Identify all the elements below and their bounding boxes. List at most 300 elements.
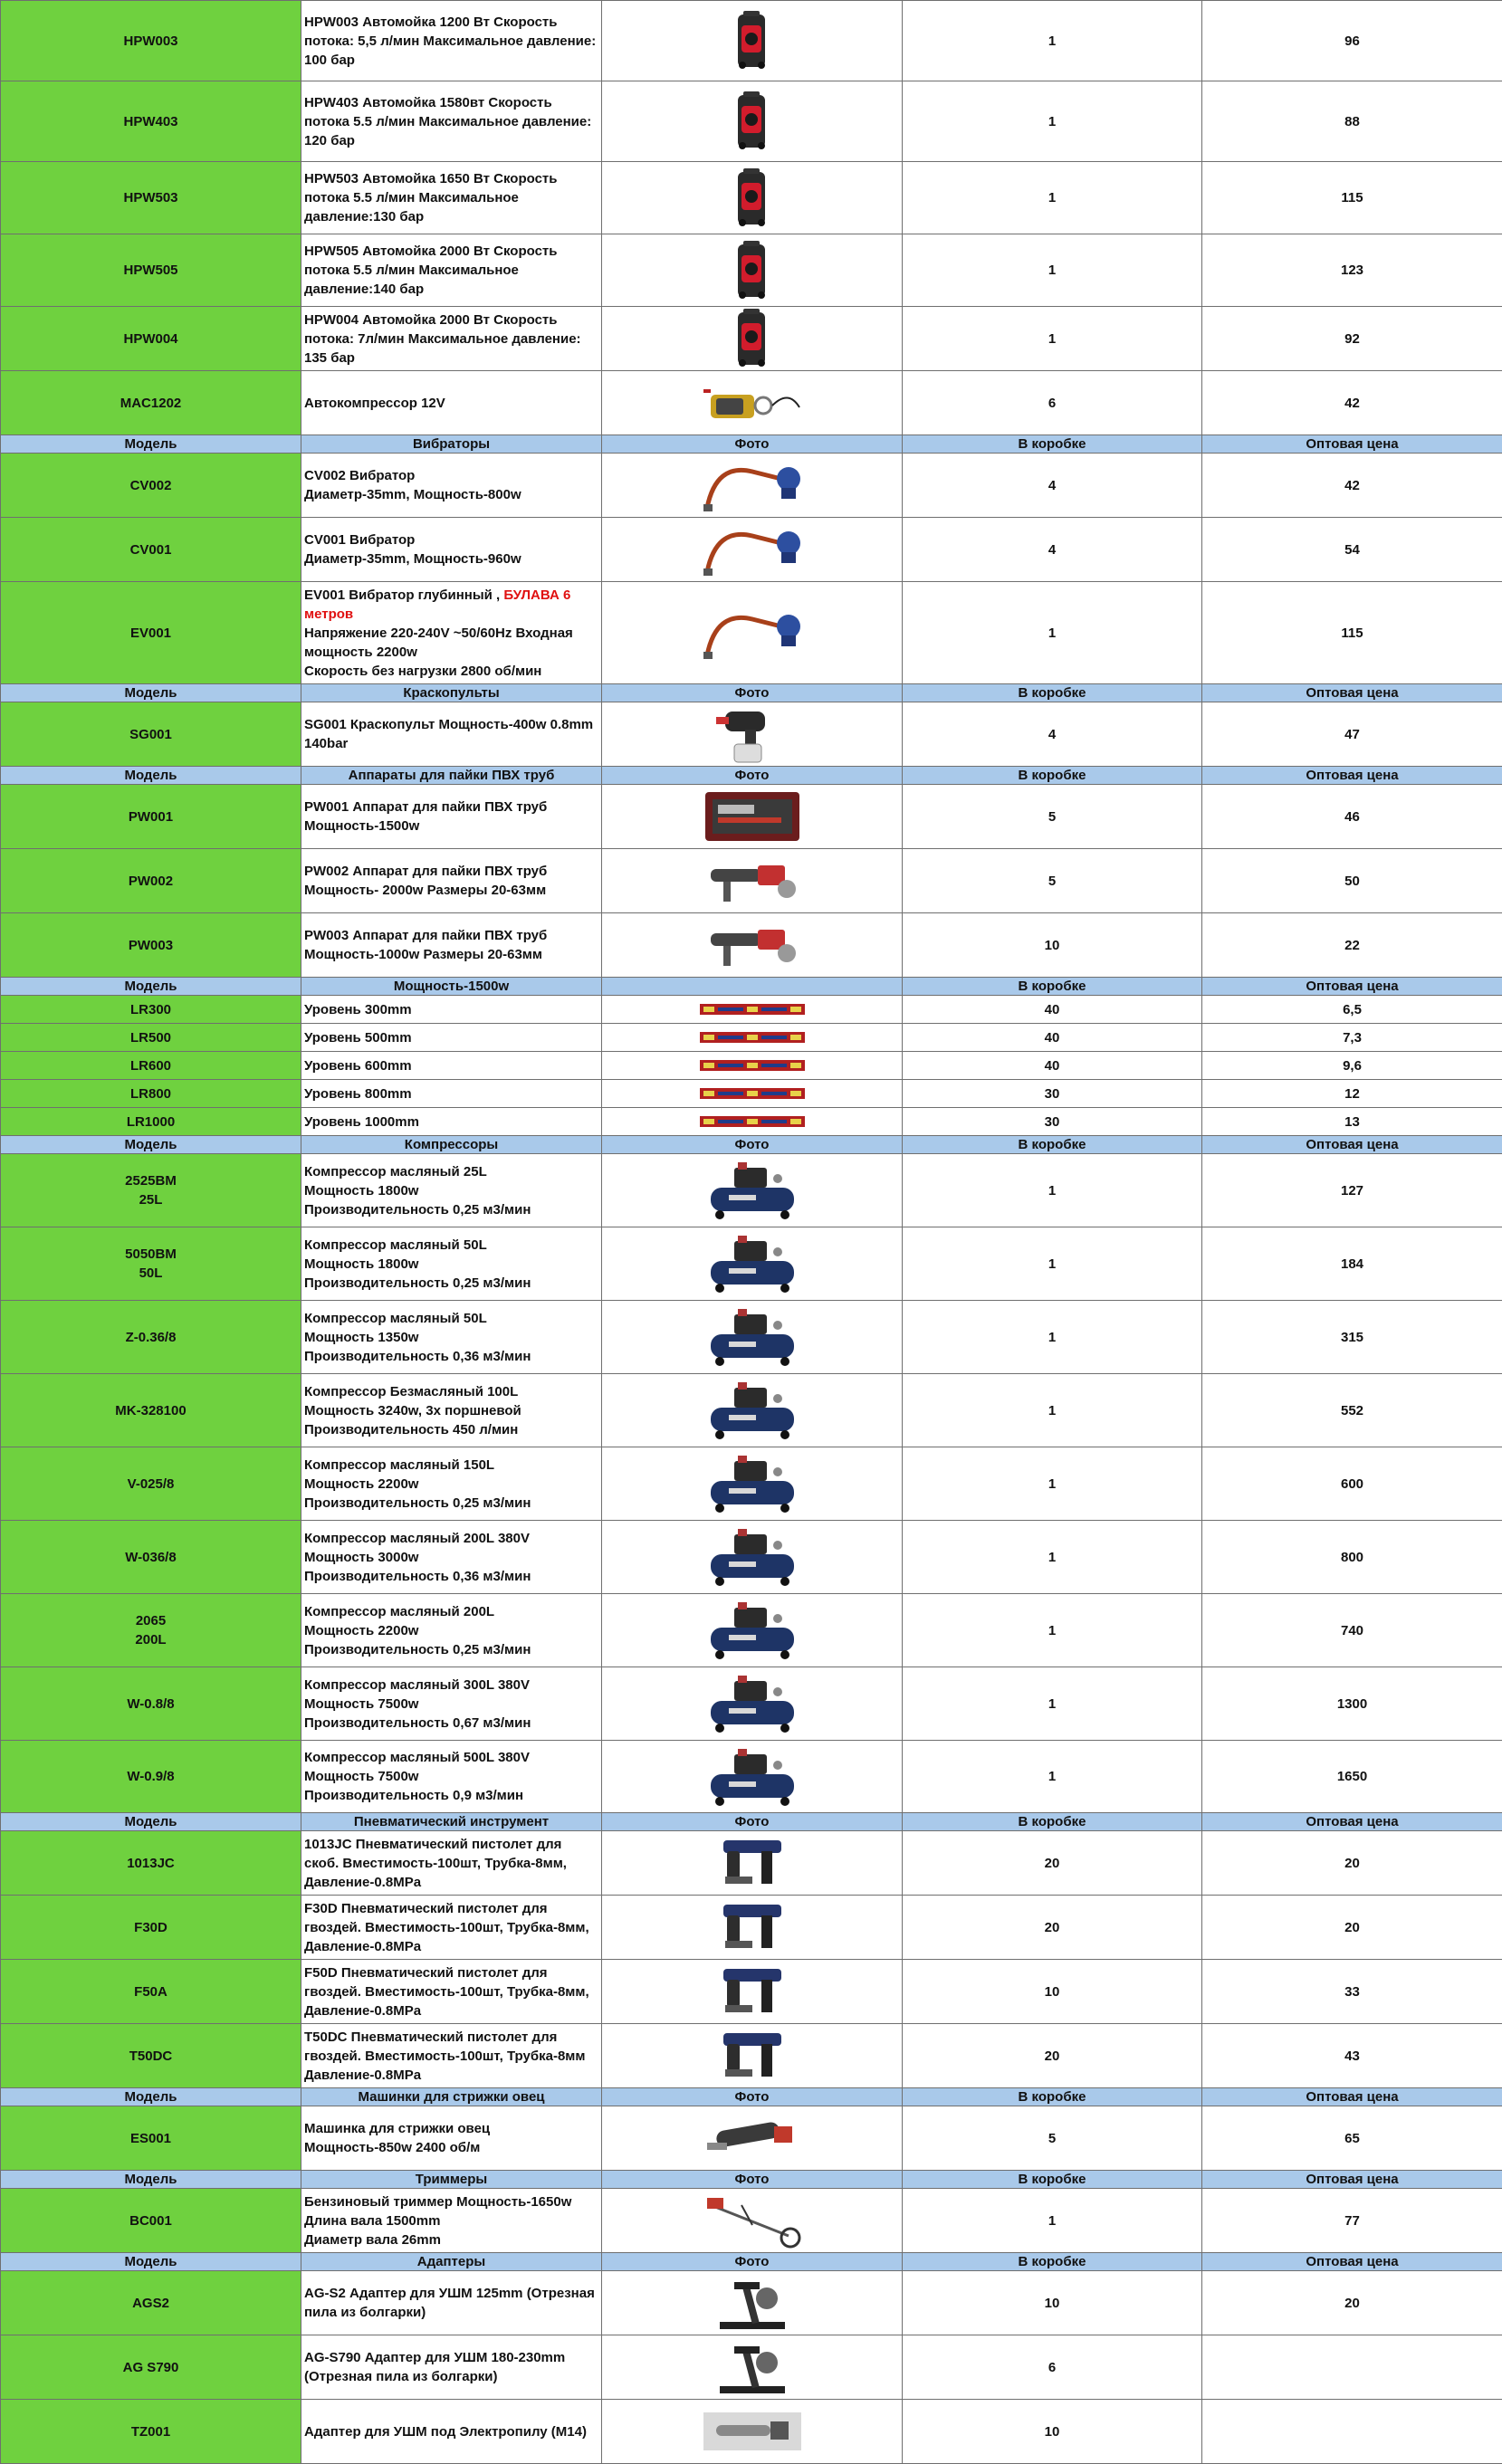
wholesale-price-value: 115 xyxy=(1341,190,1363,205)
product-code-line: 1013JC xyxy=(4,1854,298,1873)
product-photo xyxy=(602,1594,903,1667)
product-row xyxy=(1,371,1502,435)
box-quantity xyxy=(903,1374,1202,1447)
product-photo xyxy=(602,1896,903,1960)
column-header-photo xyxy=(602,1136,903,1154)
wholesale-price-value: 50 xyxy=(1344,874,1360,889)
product-code-line: F50A xyxy=(4,1982,298,2001)
product-code xyxy=(1,371,301,435)
box-quantity-value: 1 xyxy=(1048,2213,1056,2229)
box-quantity xyxy=(903,2106,1202,2171)
box-quantity-value: 5 xyxy=(1048,809,1056,825)
section-title-label: Пневматический инструмент xyxy=(354,1814,549,1829)
product-code-line: LR300 xyxy=(4,1000,298,1019)
product-code xyxy=(1,2106,301,2171)
product-code-line: T50DC xyxy=(4,2047,298,2066)
column-header-model xyxy=(1,978,301,996)
box-quantity xyxy=(903,1831,1202,1896)
header-price-label: Оптовая цена xyxy=(1306,685,1398,701)
product-description xyxy=(301,1154,602,1227)
column-header-box xyxy=(903,2171,1202,2189)
box-quantity-value: 10 xyxy=(1045,1984,1060,2000)
box-quantity-value: 1 xyxy=(1048,263,1056,278)
product-description xyxy=(301,1301,602,1374)
product-code-line: PW001 xyxy=(4,807,298,826)
description-highlight: БУЛАВА 6 метров xyxy=(304,587,570,622)
box-quantity xyxy=(903,371,1202,435)
description-line: HPW403 Автомойка 1580вт Скорость потока 5.5 л/мин Максимальное давление: 120 бар xyxy=(304,93,598,150)
header-box-label: В коробке xyxy=(1019,1137,1086,1152)
description-line: Мощность 1800w xyxy=(304,1181,598,1200)
product-photo xyxy=(602,371,903,435)
product-description xyxy=(301,1374,602,1447)
air-compressor-icon xyxy=(605,1379,899,1442)
description-line: Диаметр-35mm, Мощность-960w xyxy=(304,549,598,568)
vibrator-icon xyxy=(605,601,899,664)
wholesale-price xyxy=(1202,702,1502,767)
description-line: Уровень 800mm xyxy=(304,1084,598,1103)
header-box-label: В коробке xyxy=(1019,2089,1086,2105)
box-quantity xyxy=(903,518,1202,582)
description-line: Компрессор Безмасляный 100L xyxy=(304,1382,598,1401)
pressure-washer-icon xyxy=(605,239,899,302)
wholesale-price-value: 552 xyxy=(1341,1403,1363,1418)
box-quantity xyxy=(903,1052,1202,1080)
product-code-line: LR500 xyxy=(4,1028,298,1047)
product-photo xyxy=(602,162,903,234)
product-row xyxy=(1,849,1502,913)
trimmer-icon xyxy=(605,2189,899,2252)
product-code xyxy=(1,1024,301,1052)
product-code-line: 200L xyxy=(4,1630,298,1649)
product-code-line: AG S790 xyxy=(4,2358,298,2377)
header-price-label: Оптовая цена xyxy=(1306,1137,1398,1152)
column-header-model xyxy=(1,1813,301,1831)
wholesale-price xyxy=(1202,2106,1502,2171)
wholesale-price xyxy=(1202,1447,1502,1521)
pipe-welder-icon xyxy=(605,913,899,977)
product-row xyxy=(1,1154,1502,1227)
section-header-row xyxy=(1,2171,1502,2189)
wholesale-price xyxy=(1202,913,1502,978)
box-quantity-value: 10 xyxy=(1045,938,1060,953)
box-quantity xyxy=(903,702,1202,767)
header-price-label: Оптовая цена xyxy=(1306,1814,1398,1829)
section-title xyxy=(301,978,602,996)
product-description xyxy=(301,1521,602,1594)
pressure-washer-icon xyxy=(605,307,899,370)
wholesale-price xyxy=(1202,2271,1502,2335)
product-code-line: HPW503 xyxy=(4,188,298,207)
product-photo xyxy=(602,1227,903,1301)
description-line: Уровень 1000mm xyxy=(304,1113,598,1132)
product-code xyxy=(1,849,301,913)
wholesale-price-value: 184 xyxy=(1341,1256,1363,1272)
column-header-box xyxy=(903,435,1202,454)
box-quantity-value: 30 xyxy=(1045,1086,1060,1102)
product-row xyxy=(1,162,1502,234)
column-header-box xyxy=(903,978,1202,996)
wholesale-price xyxy=(1202,81,1502,162)
product-description xyxy=(301,518,602,582)
product-code-line: LR1000 xyxy=(4,1113,298,1132)
product-description xyxy=(301,234,602,307)
box-quantity xyxy=(903,454,1202,518)
product-code xyxy=(1,1227,301,1301)
header-photo-label: Фото xyxy=(735,2089,770,2105)
column-header-price xyxy=(1202,2171,1502,2189)
wholesale-price xyxy=(1202,1896,1502,1960)
product-description xyxy=(301,1447,602,1521)
product-code xyxy=(1,1,301,81)
box-quantity xyxy=(903,1024,1202,1052)
product-row xyxy=(1,2335,1502,2400)
wholesale-price xyxy=(1202,785,1502,849)
box-quantity-value: 1 xyxy=(1048,1696,1056,1712)
description-line: CV001 Вибратор xyxy=(304,530,598,549)
wholesale-price xyxy=(1202,1080,1502,1108)
column-header-model xyxy=(1,2253,301,2271)
box-quantity-value: 20 xyxy=(1045,1920,1060,1935)
box-quantity-value: 4 xyxy=(1048,542,1056,558)
column-header-box xyxy=(903,684,1202,702)
description-line: HPW004 Автомойка 2000 Вт Скорость потока: 7л/мин Максимальное давление: 135 бар xyxy=(304,310,598,368)
product-row xyxy=(1,234,1502,307)
product-row xyxy=(1,582,1502,684)
product-description xyxy=(301,162,602,234)
box-quantity-value: 10 xyxy=(1045,2296,1060,2311)
section-header-row xyxy=(1,978,1502,996)
product-code-line: MAC1202 xyxy=(4,394,298,413)
product-code-line: CV001 xyxy=(4,540,298,559)
air-compressor-icon xyxy=(605,1672,899,1735)
product-code-line: 5050BM xyxy=(4,1245,298,1264)
product-photo xyxy=(602,849,903,913)
section-header-row xyxy=(1,767,1502,785)
wholesale-price-value: 7,3 xyxy=(1343,1030,1362,1046)
column-header-box xyxy=(903,2253,1202,2271)
product-description xyxy=(301,1741,602,1813)
pipe-welder-icon xyxy=(605,849,899,912)
product-row xyxy=(1,1374,1502,1447)
box-quantity xyxy=(903,2400,1202,2464)
wholesale-price xyxy=(1202,1831,1502,1896)
product-description xyxy=(301,1227,602,1301)
description-line: Мощность 7500w xyxy=(304,1695,598,1714)
column-header-photo xyxy=(602,684,903,702)
box-quantity xyxy=(903,785,1202,849)
product-code-line: LR800 xyxy=(4,1084,298,1103)
wholesale-price-value: 22 xyxy=(1344,938,1360,953)
description-line: Компрессор масляный 150L xyxy=(304,1456,598,1475)
product-photo xyxy=(602,1447,903,1521)
box-quantity-value: 1 xyxy=(1048,626,1056,641)
product-photo xyxy=(602,1667,903,1741)
product-row xyxy=(1,913,1502,978)
description-line: Мощность 3000w xyxy=(304,1548,598,1567)
header-box-label: В коробке xyxy=(1019,768,1086,783)
product-row xyxy=(1,2271,1502,2335)
description-line: Производительность 0,25 м3/мин xyxy=(304,1494,598,1513)
wholesale-price xyxy=(1202,1374,1502,1447)
description-line: Напряжение 220-240V ~50/60Hz Входная мощность 2200w xyxy=(304,624,598,662)
product-code xyxy=(1,1301,301,1374)
product-description xyxy=(301,582,602,684)
wholesale-price xyxy=(1202,1024,1502,1052)
header-price-label: Оптовая цена xyxy=(1306,768,1398,783)
box-quantity-value: 1 xyxy=(1048,1330,1056,1345)
box-quantity xyxy=(903,1667,1202,1741)
product-photo xyxy=(602,702,903,767)
section-title xyxy=(301,435,602,454)
spirit-level-icon xyxy=(605,1031,899,1044)
description-line: PW002 Аппарат для пайки ПВХ труб xyxy=(304,862,598,881)
description-line: Мощность 7500w xyxy=(304,1767,598,1786)
product-description xyxy=(301,1594,602,1667)
wholesale-price xyxy=(1202,1667,1502,1741)
box-quantity-value: 20 xyxy=(1045,1856,1060,1871)
product-row xyxy=(1,1108,1502,1136)
nail-gun-icon xyxy=(605,1960,899,2023)
product-code xyxy=(1,2189,301,2253)
description-line: Мощность- 2000w Размеры 20-63мм xyxy=(304,881,598,900)
product-photo xyxy=(602,2106,903,2171)
description-line: 1013JC Пневматический пистолет для скоб. Вместимость-100шт, Трубка-8мм, Давление-0.8MPa xyxy=(304,1835,598,1892)
product-description xyxy=(301,1896,602,1960)
wholesale-price-value: 20 xyxy=(1344,1920,1360,1935)
wholesale-price-value: 740 xyxy=(1341,1623,1363,1638)
product-photo xyxy=(602,234,903,307)
description-line: Скорость без нагрузки 2800 об/мин xyxy=(304,662,598,681)
nail-gun-icon xyxy=(605,1831,899,1895)
product-row xyxy=(1,996,1502,1024)
header-model-label: Модель xyxy=(124,1137,177,1152)
product-row xyxy=(1,518,1502,582)
description-line: Компрессор масляный 50L xyxy=(304,1309,598,1328)
product-photo xyxy=(602,1831,903,1896)
product-photo xyxy=(602,1052,903,1080)
box-quantity xyxy=(903,1960,1202,2024)
column-header-model xyxy=(1,2171,301,2189)
wholesale-price-value: 1650 xyxy=(1337,1769,1367,1784)
wholesale-price xyxy=(1202,582,1502,684)
product-code-line: HPW003 xyxy=(4,32,298,51)
spirit-level-icon xyxy=(605,1003,899,1016)
column-header-model xyxy=(1,684,301,702)
column-header-model xyxy=(1,1136,301,1154)
wholesale-price-value: 800 xyxy=(1341,1550,1363,1565)
product-code xyxy=(1,2271,301,2335)
product-row xyxy=(1,1052,1502,1080)
wholesale-price-value: 92 xyxy=(1344,331,1360,347)
column-header-price xyxy=(1202,435,1502,454)
section-header-row xyxy=(1,435,1502,454)
price-list-body xyxy=(1,1,1502,2464)
description-line: Мощность 2200w xyxy=(304,1475,598,1494)
product-description xyxy=(301,371,602,435)
box-quantity-value: 6 xyxy=(1048,396,1056,411)
column-header-price xyxy=(1202,1813,1502,1831)
wholesale-price-value: 12 xyxy=(1344,1086,1360,1102)
description-line: Автокомпрессор 12V xyxy=(304,394,598,413)
product-description xyxy=(301,2024,602,2088)
wholesale-price-value: 42 xyxy=(1344,396,1360,411)
wholesale-price-value: 65 xyxy=(1344,2131,1360,2146)
description-line: Компрессор масляный 300L 380V xyxy=(304,1676,598,1695)
column-header-photo xyxy=(602,1813,903,1831)
column-header-photo xyxy=(602,2088,903,2106)
description-line: Диаметр-35mm, Мощность-800w xyxy=(304,485,598,504)
product-code-line: 2065 xyxy=(4,1611,298,1630)
product-row xyxy=(1,1447,1502,1521)
description-line: Диаметр вала 26mm xyxy=(304,2230,598,2249)
grinder-stand-icon xyxy=(605,2335,899,2399)
description-line: Бензиновый триммер Мощность-1650w xyxy=(304,2192,598,2211)
wholesale-price xyxy=(1202,1741,1502,1813)
description-line: Производительность 0,36 м3/мин xyxy=(304,1347,598,1366)
wholesale-price-value: 20 xyxy=(1344,2296,1360,2311)
section-title-label: Мощность-1500w xyxy=(394,979,509,994)
product-photo xyxy=(602,1960,903,2024)
product-code xyxy=(1,582,301,684)
wholesale-price xyxy=(1202,162,1502,234)
product-description xyxy=(301,913,602,978)
product-photo xyxy=(602,2271,903,2335)
header-photo-label: Фото xyxy=(735,2254,770,2269)
product-code xyxy=(1,1154,301,1227)
description-line: Мощность 2200w xyxy=(304,1621,598,1640)
wholesale-price-value: 47 xyxy=(1344,727,1360,742)
product-description xyxy=(301,2271,602,2335)
product-photo xyxy=(602,2400,903,2464)
box-quantity xyxy=(903,1741,1202,1813)
product-code xyxy=(1,234,301,307)
product-photo xyxy=(602,2189,903,2253)
header-box-label: В коробке xyxy=(1019,685,1086,701)
product-code xyxy=(1,2335,301,2400)
description-line: Производительность 0,67 м3/мин xyxy=(304,1714,598,1733)
product-row xyxy=(1,1521,1502,1594)
header-model-label: Модель xyxy=(124,685,177,701)
section-header-row xyxy=(1,1136,1502,1154)
description-line: AG-S2 Адаптер для УШМ 125mm (Отрезная пила из болгарки) xyxy=(304,2284,598,2322)
description-line: Длина вала 1500mm xyxy=(304,2211,598,2230)
column-header-price xyxy=(1202,1136,1502,1154)
wholesale-price xyxy=(1202,307,1502,371)
box-quantity-value: 6 xyxy=(1048,2360,1056,2375)
box-quantity xyxy=(903,582,1202,684)
product-photo xyxy=(602,307,903,371)
product-row xyxy=(1,1,1502,81)
column-header-model xyxy=(1,435,301,454)
box-quantity xyxy=(903,2271,1202,2335)
pipe-welder-case-icon xyxy=(605,785,899,848)
nail-gun-icon xyxy=(605,2024,899,2087)
product-description xyxy=(301,702,602,767)
section-title-label: Триммеры xyxy=(416,2172,487,2187)
air-compressor-icon xyxy=(605,1599,899,1662)
description-line: Производительность 450 л/мин xyxy=(304,1420,598,1439)
wholesale-price-value: 33 xyxy=(1344,1984,1360,2000)
product-description xyxy=(301,1108,602,1136)
product-description xyxy=(301,454,602,518)
product-row xyxy=(1,1594,1502,1667)
pressure-washer-icon xyxy=(605,90,899,153)
wholesale-price xyxy=(1202,1594,1502,1667)
header-model-label: Модель xyxy=(124,2172,177,2187)
header-box-label: В коробке xyxy=(1019,2172,1086,2187)
description-line: Компрессор масляный 25L xyxy=(304,1162,598,1181)
product-photo xyxy=(602,1741,903,1813)
box-quantity xyxy=(903,849,1202,913)
product-description xyxy=(301,849,602,913)
wholesale-price xyxy=(1202,1,1502,81)
wholesale-price xyxy=(1202,1154,1502,1227)
chainsaw-adapter-icon xyxy=(605,2400,899,2463)
description-line: Мощность 1350w xyxy=(304,1328,598,1347)
product-description xyxy=(301,1,602,81)
wholesale-price xyxy=(1202,518,1502,582)
header-price-label: Оптовая цена xyxy=(1306,2254,1398,2269)
product-code xyxy=(1,162,301,234)
product-code xyxy=(1,996,301,1024)
description-line: T50DC Пневматический пистолет для гвоздей. Вместимость-100шт, Трубка-8мм Давление-0.8MPa xyxy=(304,2028,598,2085)
product-row xyxy=(1,2400,1502,2464)
section-title-label: Аппараты для пайки ПВХ труб xyxy=(349,768,555,783)
box-quantity xyxy=(903,162,1202,234)
column-header-price xyxy=(1202,767,1502,785)
header-model-label: Модель xyxy=(124,979,177,994)
header-photo-label: Фото xyxy=(735,685,770,701)
box-quantity xyxy=(903,913,1202,978)
header-model-label: Модель xyxy=(124,436,177,452)
box-quantity-value: 40 xyxy=(1045,1030,1060,1046)
box-quantity-value: 40 xyxy=(1045,1058,1060,1074)
wholesale-price xyxy=(1202,1108,1502,1136)
description-line: HPW505 Автомойка 2000 Вт Скорость потока 5.5 л/мин Максимальное давление:140 бар xyxy=(304,242,598,299)
header-box-label: В коробке xyxy=(1019,2254,1086,2269)
header-price-label: Оптовая цена xyxy=(1306,2089,1398,2105)
product-code-line: W-0.8/8 xyxy=(4,1695,298,1714)
wholesale-price-value: 600 xyxy=(1341,1476,1363,1492)
spirit-level-icon xyxy=(605,1115,899,1128)
header-price-label: Оптовая цена xyxy=(1306,2172,1398,2187)
section-title xyxy=(301,2088,602,2106)
header-price-label: Оптовая цена xyxy=(1306,436,1398,452)
product-code xyxy=(1,1521,301,1594)
product-code xyxy=(1,913,301,978)
product-row xyxy=(1,785,1502,849)
wholesale-price-value: 127 xyxy=(1341,1183,1363,1199)
wholesale-price xyxy=(1202,849,1502,913)
description-line: Производительность 0,25 м3/мин xyxy=(304,1640,598,1659)
product-code-line: Z-0.36/8 xyxy=(4,1328,298,1347)
product-description xyxy=(301,2400,602,2464)
box-quantity xyxy=(903,2024,1202,2088)
description-line: Мощность-1500w xyxy=(304,817,598,836)
product-description xyxy=(301,1667,602,1741)
section-header-row xyxy=(1,684,1502,702)
product-code xyxy=(1,1447,301,1521)
product-photo xyxy=(602,582,903,684)
description-line: F30D Пневматический пистолет для гвоздей. Вместимость-100шт, Трубка-8мм, Давление-0.8MPa xyxy=(304,1899,598,1956)
box-quantity xyxy=(903,996,1202,1024)
column-header-price xyxy=(1202,2253,1502,2271)
header-model-label: Модель xyxy=(124,1814,177,1829)
product-code-line: HPW403 xyxy=(4,112,298,131)
column-header-box xyxy=(903,1136,1202,1154)
product-row xyxy=(1,1024,1502,1052)
